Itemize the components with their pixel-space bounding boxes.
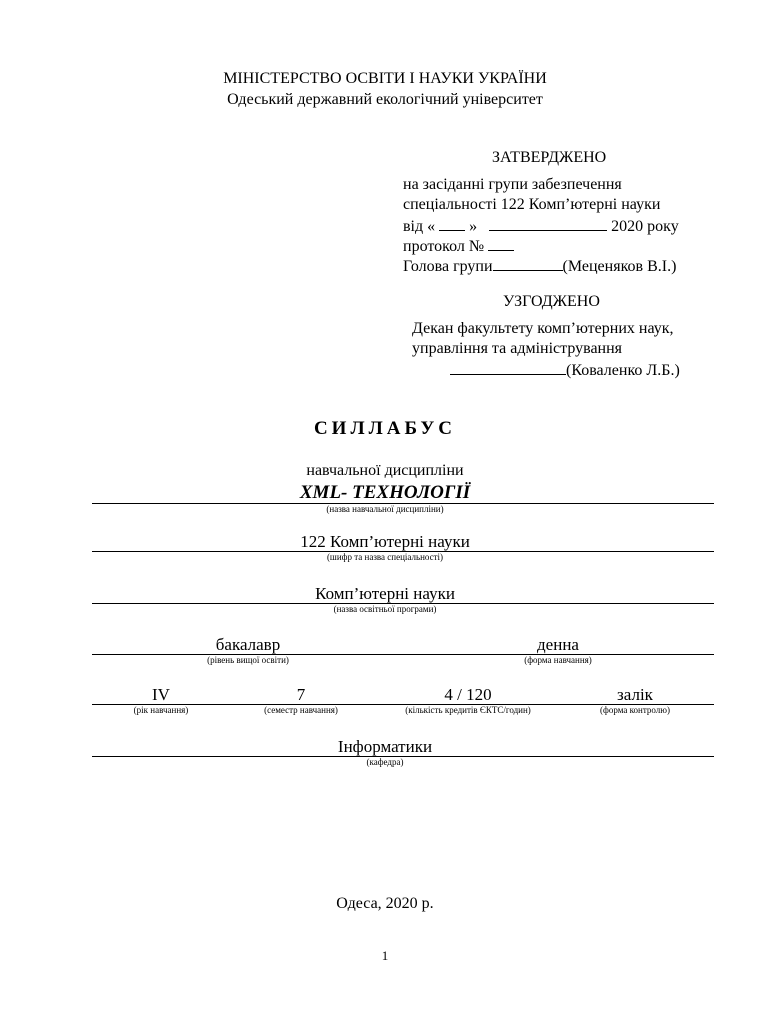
syllabus-title: СИЛЛАБУС (313, 418, 457, 439)
education-level-value: бакалавр (215, 635, 281, 654)
approved-line-1: на засіданні групи забезпечення (403, 176, 622, 193)
study-form-caption: (форма навчання) (524, 655, 592, 665)
approved-head-signature-blank (493, 256, 563, 271)
approved-date (403, 216, 679, 236)
department-caption: (кафедра) (366, 757, 404, 767)
specialty-caption: (шифр та назва спеціальності) (326, 552, 444, 562)
agreed-title: УЗГОДЖЕНО (503, 293, 600, 310)
approved-line-2: спеціальності 122 Комп’ютерні науки (403, 196, 661, 213)
control-form-value: залік (617, 685, 653, 704)
semester-caption: (семестр навчання) (264, 705, 338, 715)
approved-protocol (403, 236, 514, 256)
university-name: Одеський державний екологічний університет (227, 91, 543, 108)
approved-date-year: 2020 року (611, 218, 679, 235)
approved-head-name: (Меценяков В.І.) (562, 258, 677, 275)
approved-title: ЗАТВЕРДЖЕНО (492, 149, 607, 166)
discipline-caption: (назва навчальної дисципліни) (326, 504, 444, 514)
approved-head (403, 256, 676, 276)
department-value: Інформатики (337, 737, 433, 756)
approved-protocol-blank (488, 236, 514, 251)
agreed-signature-blank (450, 360, 566, 375)
agreed-name: (Коваленко Л.Б.) (566, 362, 680, 379)
study-year-caption: (рік навчання) (133, 705, 189, 715)
semester-value: 7 (296, 685, 306, 704)
specialty-value: 122 Комп’ютерні науки (300, 532, 470, 551)
approved-head-label: Голова групи (403, 258, 493, 275)
city-year: Одеса, 2020 р. (336, 895, 434, 912)
program-caption: (назва освітньої програми) (333, 604, 437, 614)
agreed-line-1: Декан факультету комп’ютерних наук, (412, 320, 674, 337)
approved-date-prefix: від « (403, 218, 436, 235)
agreed-signature (450, 360, 680, 380)
control-form-caption: (форма контролю) (600, 705, 670, 715)
approved-protocol-label: протокол № (403, 238, 485, 255)
syllabus-subtitle: навчальної дисципліни (306, 462, 464, 479)
agreed-line-2: управління та адміністрування (412, 340, 623, 357)
approved-date-mid: » (469, 218, 478, 235)
approved-day-blank (439, 216, 465, 231)
study-year-value: IV (152, 685, 170, 704)
ministry-title: МІНІСТЕРСТВО ОСВІТИ І НАУКИ УКРАЇНИ (223, 70, 547, 87)
program-value: Комп’ютерні науки (315, 584, 455, 603)
credits-value: 4 / 120 (444, 685, 492, 704)
education-level-caption: (рівень вищої освіти) (207, 655, 289, 665)
credits-caption: (кількість кредитів ЄКТС/годин) (405, 705, 531, 715)
page-number: 1 (381, 948, 389, 963)
study-form-value: денна (537, 635, 579, 654)
approved-month-blank (489, 216, 607, 231)
discipline-name: XML- ТЕХНОЛОГІЇ (299, 482, 471, 503)
